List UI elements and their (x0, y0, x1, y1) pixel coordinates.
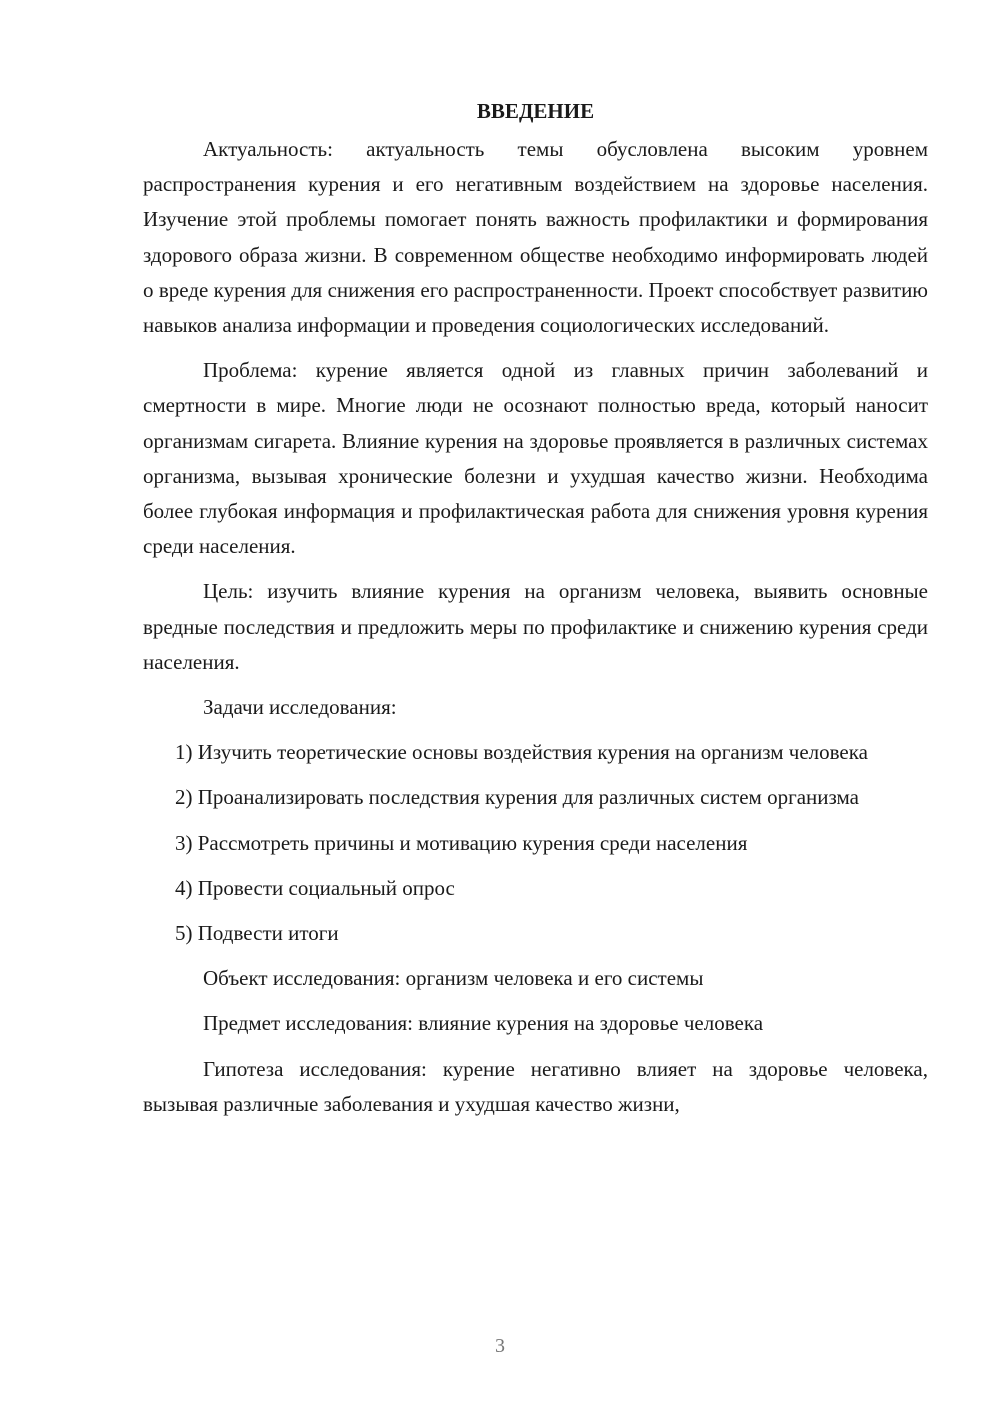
tasks-list (143, 735, 928, 951)
section-heading: ВВЕДЕНИЕ (476, 99, 595, 123)
relevance-paragraph: Актуальность: актуальность темы обусловлена высоким уровнем распространения курения и его негативным воздействием на здоровье населения. Изучение этой проблемы помогает понять важность профилактики и формирования здорового образа жизни. В современном обществе необходимо информировать людей о вреде курения для снижения его распространенности. Проект способствует развитию навыков анализа информации и проведения социологических исследований. (143, 137, 928, 338)
task-item: 2) Проанализировать последствия курения для различных систем организма (175, 785, 859, 810)
task-item: 4) Провести социальный опрос (175, 875, 455, 900)
page-number: 3 (495, 1335, 505, 1357)
problem-paragraph: Проблема: курение является одной из главных причин заболеваний и смертности в мире. Многие люди не осознают полностью вреда, который наносит организмам сигарета. Влияние курения на здоровье проявляется в различных системах организма, вызывая хронические болезни и ухудшая качество жизни. Необходима более глубокая информация и профилактическая работа для снижения уровня курения среди населения. (143, 358, 928, 559)
hypothesis-paragraph: Гипотеза исследования: курение негативно влияет на здоровье человека, вызывая различные заболевания и ухудшая качество жизни, (143, 1056, 928, 1116)
page-content (143, 96, 928, 1132)
task-item: 5) Подвести итоги (175, 921, 339, 946)
goal-paragraph: Цель: изучить влияние курения на организм человека, выявить основные вредные последствия и предложить меры по профилактике и снижению курения среди населения. (143, 579, 928, 674)
tasks-title: Задачи исследования: (203, 695, 397, 720)
task-item: 3) Рассмотреть причины и мотивацию курения среди населения (175, 830, 748, 855)
object-paragraph: Объект исследования: организм человека и его системы (203, 966, 704, 991)
subject-paragraph: Предмет исследования: влияние курения на здоровье человека (203, 1011, 764, 1036)
task-item: 1) Изучить теоретические основы воздействия курения на организм человека (175, 740, 868, 765)
